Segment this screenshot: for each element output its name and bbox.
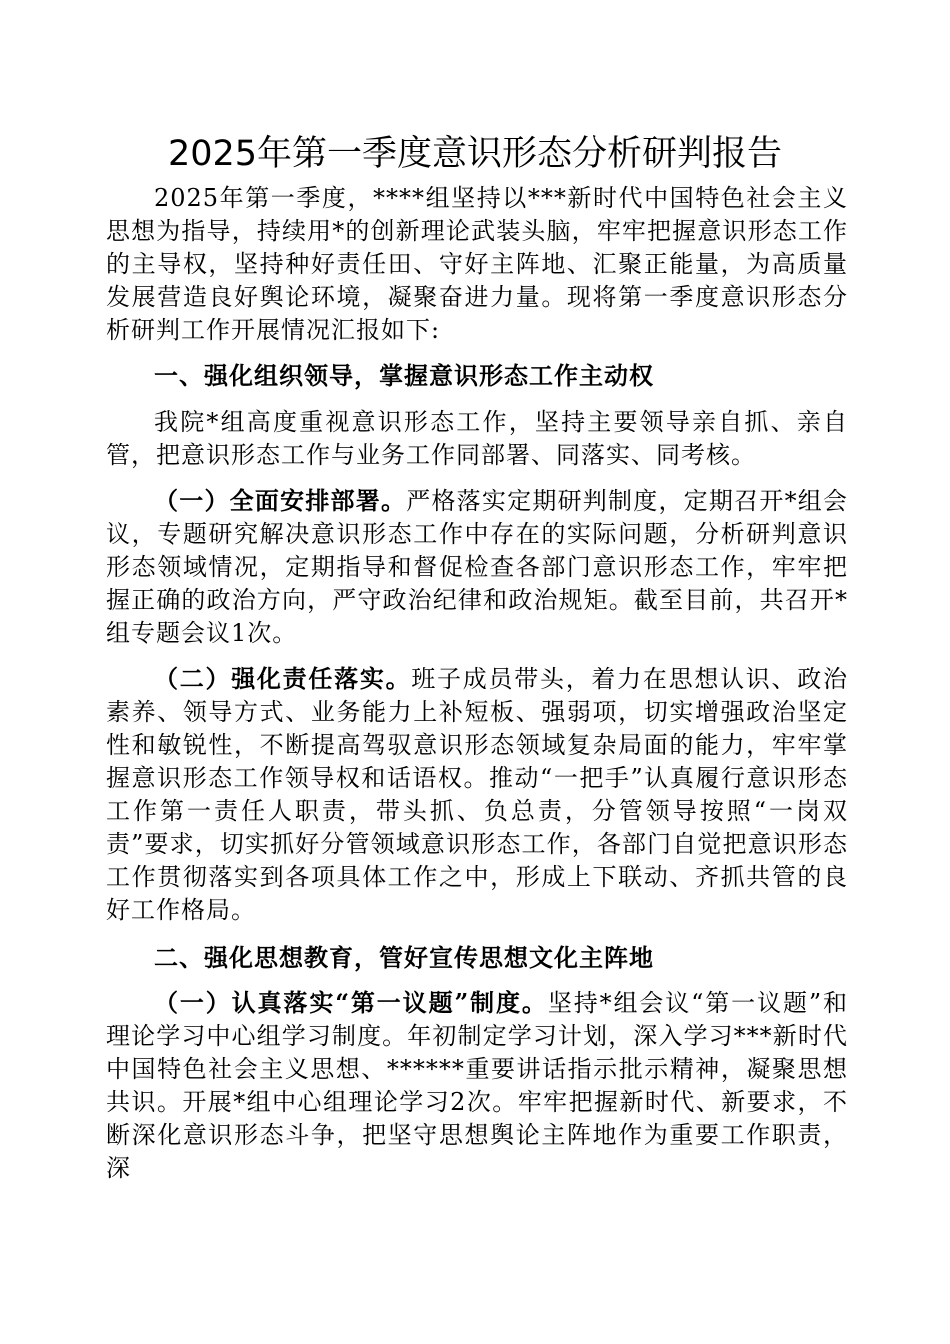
section-1-item-1-text: 严格落实定期研判制度，定期召开*组会议，专题研究解决意识形态工作中存在的实际问题，分析研判意识形态领域情况，定期指导和督促检查各部门意识形态工作，牢牢把握正确的政治方向，严守政治纪律和政治规矩。截至目前，共召开*组专题会议1次。 — [106, 487, 849, 647]
section-2-item-1-lead: （一）认真落实“第一议题”制度。 — [154, 988, 548, 1017]
section-1-item-1-lead: （一）全面安排部署。 — [154, 486, 407, 515]
section-2-item-1-text: 坚持*组会议“第一议题”和理论学习中心组学习制度。年初制定学习计划，深入学习***新时代中国特色社会主义思想、******重要讲话指示批示精神，凝聚思想共识。开展*组中心组理论学习2次。牢牢把握新时代、新要求，不断深化意识形态斗争，把坚守思想舆论主阵地作为重要工作职责，深 — [106, 989, 848, 1182]
document-body — [106, 176, 848, 1185]
intro-paragraph: 2025年第一季度，****组坚持以***新时代中国特色社会主义思想为指导，持续用*的创新理论武装头脑，牢牢把握意识形态工作的主导权，坚持种好责任田、守好主阵地、汇聚正能量，为高质量发展营造良好舆论环境，凝聚奋进力量。现将第一季度意识形态分析研判工作开展情况汇报如下: — [106, 184, 848, 344]
document-title: 2025年第一季度意识形态分析研判报告 — [167, 134, 783, 174]
section-2-item-1-paragraph — [106, 986, 848, 1185]
section-1-item-2-text: 班子成员带头，着力在思想认识、政治素养、领导方式、业务能力上补短板、强弱项，切实增强政治坚定性和敏锐性，不断提高驾驭意识形态领域复杂局面的能力，牢牢掌握意识形态工作领导权和话语权。推动“一把手”认真履行意识形态工作第一责任人职责，带头抓、负总责，分管领导按照“一岗双责”要求，切实抓好分管领域意识形态工作，各部门自觉把意识形态工作贯彻落实到各项具体工作之中，形成上下联动、齐抓共管的良好工作格局。 — [106, 665, 849, 924]
section-2-heading: 二、强化思想教育，管好宣传思想文化主阵地 — [154, 943, 654, 972]
section-1-item-2-lead: （二）强化责任落实。 — [154, 664, 412, 693]
section-1-intro-paragraph: 我院*组高度重视意识形态工作，坚持主要领导亲自抓、亲自管，把意识形态工作与业务工作同部署、同落实、同考核。 — [106, 408, 848, 469]
section-1-heading: 一、强化组织领导，掌握意识形态工作主动权 — [154, 361, 654, 390]
section-1-item-2-paragraph — [106, 662, 848, 927]
section-1-item-1-paragraph — [106, 484, 848, 650]
